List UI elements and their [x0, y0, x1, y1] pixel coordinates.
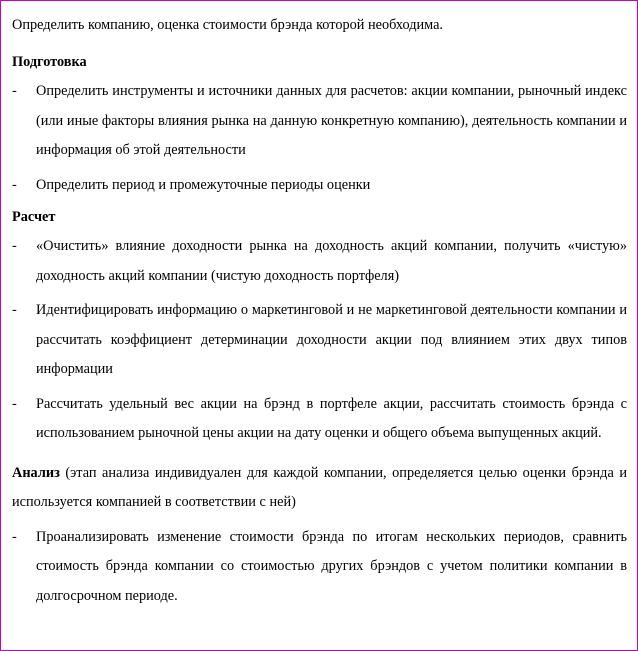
analysis-list: [12, 523, 627, 612]
list-item-text: «Очистить» влияние доходности рынка на доходность акций компании, получить «чистую» доходность акций компании (чистую доходность портфеля): [36, 238, 627, 284]
heading-calculation: Расчет: [12, 209, 56, 225]
bullet-dash: -: [12, 176, 17, 193]
bullet-dash: -: [12, 83, 17, 99]
bullet-dash: -: [12, 395, 17, 412]
bullet-dash: -: [12, 528, 17, 545]
list-item-text: Определить инструменты и источники данных для расчетов: акции компании, рыночный индекс (или иные факторы влияния рынка на данную конкретную компанию), деятельность компании и информация об этой деятельности: [36, 83, 627, 158]
list-item: [12, 232, 627, 291]
intro-text: Определить компанию, оценка стоимости брэнда которой необходима.: [12, 17, 443, 33]
list-item: [12, 171, 627, 201]
list-item: [12, 523, 627, 612]
analysis-note: (этап анализа индивидуален для каждой компании, определяется целью оценки брэнда и используется компанией в соответствии с ней): [12, 464, 627, 510]
calculation-list: [12, 232, 627, 449]
heading-preparation: Подготовка: [12, 54, 87, 70]
list-item: [12, 296, 627, 385]
heading-analysis: Анализ: [12, 464, 60, 481]
list-item-text: Рассчитать удельный вес акции на брэнд в портфеле акции, рассчитать стоимость брэнда с использованием рыночной цены акции на дату оценки и общего объема выпущенных акций.: [36, 395, 627, 441]
analysis-paragraph: [12, 459, 627, 518]
preparation-list: [12, 77, 627, 200]
list-item-text: Идентифицировать информацию о маркетинговой и не маркетинговой деятельности компании и рассчитать коэффициент детерминации доходности акции под влиянием этих двух типов информации: [36, 302, 627, 377]
list-item-text: Определить период и промежуточные периоды оценки: [36, 176, 371, 193]
bullet-dash: -: [12, 302, 17, 318]
list-item: [12, 77, 627, 166]
list-item: [12, 390, 627, 449]
list-item-text: Проанализировать изменение стоимости брэнда по итогам нескольких периодов, сравнить стоимость брэнда компании со стоимостью других брэндов с учетом политики компании в долгосрочном периоде.: [36, 528, 627, 604]
bullet-dash: -: [12, 238, 17, 254]
